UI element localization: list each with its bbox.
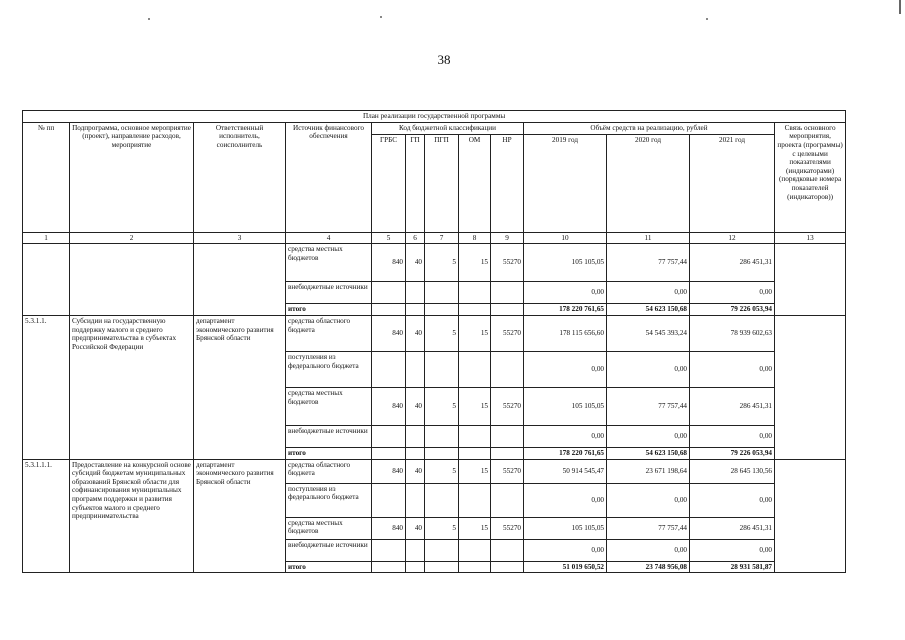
- om-cell: [459, 539, 491, 561]
- value-2019-cell: 178 115 656,60: [524, 315, 607, 351]
- grbs-cell: [372, 483, 406, 517]
- om-cell: [459, 282, 491, 304]
- pgp-cell: [425, 483, 459, 517]
- col-number: 7: [425, 232, 459, 244]
- om-cell: [459, 351, 491, 387]
- value-2019-cell: 0,00: [524, 483, 607, 517]
- row-num-cell: [23, 244, 70, 316]
- pgp-cell: 5: [425, 315, 459, 351]
- link-cell: [775, 244, 846, 316]
- value-2021-cell: 286 451,31: [690, 517, 775, 539]
- table-row: [23, 459, 846, 483]
- grbs-cell: [372, 351, 406, 387]
- pgp-cell: 5: [425, 459, 459, 483]
- col-number: 3: [194, 232, 286, 244]
- nr-cell: 55270: [491, 459, 524, 483]
- source-cell: внебюджетные источники: [286, 282, 372, 304]
- om-cell: 15: [459, 387, 491, 425]
- column-number-row: [23, 232, 846, 244]
- value-2020-cell: 0,00: [607, 425, 690, 447]
- table-row: [23, 244, 846, 282]
- value-2019-cell: 0,00: [524, 351, 607, 387]
- value-2020-cell: 77 757,44: [607, 244, 690, 282]
- nr-cell: [491, 447, 524, 459]
- header-2020: 2020 год: [607, 134, 690, 232]
- col-number: 11: [607, 232, 690, 244]
- total-2021-cell: 79 226 053,94: [690, 304, 775, 316]
- gp-cell: [406, 304, 425, 316]
- col-number: 12: [690, 232, 775, 244]
- header-volume-group: Объём средств на реализацию, рублей: [524, 122, 775, 134]
- value-2020-cell: 23 671 198,64: [607, 459, 690, 483]
- value-2021-cell: 28 645 130,56: [690, 459, 775, 483]
- nr-cell: 55270: [491, 517, 524, 539]
- header-grbs: ГРБС: [372, 134, 406, 232]
- value-2020-cell: 77 757,44: [607, 387, 690, 425]
- nr-cell: [491, 425, 524, 447]
- gp-cell: 40: [406, 387, 425, 425]
- grbs-cell: [372, 561, 406, 573]
- grbs-cell: [372, 304, 406, 316]
- pgp-cell: [425, 447, 459, 459]
- value-2021-cell: 0,00: [690, 425, 775, 447]
- super-header: План реализации государственной программы: [23, 111, 846, 123]
- value-2020-cell: 0,00: [607, 483, 690, 517]
- col-number: 2: [70, 232, 194, 244]
- grbs-cell: 840: [372, 315, 406, 351]
- link-cell: [775, 459, 846, 573]
- gp-cell: [406, 561, 425, 573]
- gp-cell: [406, 425, 425, 447]
- header-num: № пп: [23, 122, 70, 232]
- gp-cell: [406, 539, 425, 561]
- source-cell: средства областного бюджета: [286, 459, 372, 483]
- nr-cell: [491, 483, 524, 517]
- pgp-cell: [425, 304, 459, 316]
- header-nr: НР: [491, 134, 524, 232]
- header-code-group: Код бюджетной классификации: [372, 122, 524, 134]
- pgp-cell: [425, 561, 459, 573]
- pgp-cell: [425, 282, 459, 304]
- grbs-cell: [372, 539, 406, 561]
- gp-cell: 40: [406, 244, 425, 282]
- header-pgp: ПГП: [425, 134, 459, 232]
- value-2019-cell: 0,00: [524, 539, 607, 561]
- source-cell: средства местных бюджетов: [286, 517, 372, 539]
- source-cell: итого: [286, 447, 372, 459]
- col-number: 13: [775, 232, 846, 244]
- nr-cell: [491, 282, 524, 304]
- value-2019-cell: 105 105,05: [524, 517, 607, 539]
- source-cell: итого: [286, 304, 372, 316]
- link-cell: [775, 315, 846, 459]
- value-2020-cell: 0,00: [607, 351, 690, 387]
- plan-table: [22, 110, 846, 573]
- source-cell: средства местных бюджетов: [286, 387, 372, 425]
- total-2021-cell: 28 931 581,87: [690, 561, 775, 573]
- header-row: [23, 122, 846, 134]
- value-2020-cell: 0,00: [607, 539, 690, 561]
- super-header-row: [23, 111, 846, 123]
- nr-cell: 55270: [491, 387, 524, 425]
- gp-cell: [406, 447, 425, 459]
- grbs-cell: [372, 282, 406, 304]
- value-2020-cell: 77 757,44: [607, 517, 690, 539]
- value-2019-cell: 105 105,05: [524, 387, 607, 425]
- gp-cell: [406, 483, 425, 517]
- gp-cell: 40: [406, 459, 425, 483]
- source-cell: поступления из федерального бюджета: [286, 351, 372, 387]
- gp-cell: [406, 282, 425, 304]
- value-2020-cell: 54 545 393,24: [607, 315, 690, 351]
- row-num-cell: 5.3.1.1.1.: [23, 459, 70, 573]
- nr-cell: [491, 539, 524, 561]
- total-2019-cell: 178 220 761,65: [524, 304, 607, 316]
- nr-cell: 55270: [491, 315, 524, 351]
- col-number: 9: [491, 232, 524, 244]
- value-2021-cell: 0,00: [690, 539, 775, 561]
- gp-cell: [406, 351, 425, 387]
- grbs-cell: [372, 447, 406, 459]
- total-2019-cell: 51 019 650,52: [524, 561, 607, 573]
- col-number: 10: [524, 232, 607, 244]
- value-2021-cell: 78 939 602,63: [690, 315, 775, 351]
- grbs-cell: [372, 425, 406, 447]
- row-exec-cell: департамент экономического развития Брянской области: [194, 315, 286, 459]
- header-link: Связь основного мероприятия, проекта (программы) с целевыми показателями (индикаторами) (порядковые номера показателей (индикаторов)): [775, 122, 846, 232]
- grbs-cell: 840: [372, 387, 406, 425]
- col-number: 6: [406, 232, 425, 244]
- nr-cell: [491, 351, 524, 387]
- header-gp: ГП: [406, 134, 425, 232]
- grbs-cell: 840: [372, 517, 406, 539]
- header-exec: Ответственный исполнитель, соисполнитель: [194, 122, 286, 232]
- row-name-cell: [70, 244, 194, 316]
- total-2020-cell: 54 623 150,68: [607, 447, 690, 459]
- nr-cell: [491, 304, 524, 316]
- scan-artifact-right: [899, 0, 901, 14]
- row-name-cell: Предоставление на конкурсной основе субсидий бюджетам муниципальных образований Брянской области для софинансирования муниципальных программ поддержки и развития субъектов малого и среднего предпринимательства: [70, 459, 194, 573]
- table-row: [23, 315, 846, 351]
- om-cell: [459, 561, 491, 573]
- nr-cell: [491, 561, 524, 573]
- source-cell: внебюджетные источники: [286, 425, 372, 447]
- source-cell: поступления из федерального бюджета: [286, 483, 372, 517]
- header-2019: 2019 год: [524, 134, 607, 232]
- page-number: 38: [437, 52, 451, 67]
- col-number: 8: [459, 232, 491, 244]
- pgp-cell: [425, 539, 459, 561]
- source-cell: внебюджетные источники: [286, 539, 372, 561]
- source-cell: средства областного бюджета: [286, 315, 372, 351]
- total-2021-cell: 79 226 053,94: [690, 447, 775, 459]
- om-cell: 15: [459, 315, 491, 351]
- om-cell: [459, 304, 491, 316]
- value-2020-cell: 0,00: [607, 282, 690, 304]
- om-cell: 15: [459, 517, 491, 539]
- grbs-cell: 840: [372, 244, 406, 282]
- col-number: 5: [372, 232, 406, 244]
- gp-cell: 40: [406, 517, 425, 539]
- total-2020-cell: 23 748 956,08: [607, 561, 690, 573]
- header-2021: 2021 год: [690, 134, 775, 232]
- scan-artifact-dot: [706, 18, 708, 20]
- scan-artifact-dot: [380, 16, 382, 18]
- value-2021-cell: 286 451,31: [690, 387, 775, 425]
- nr-cell: 55270: [491, 244, 524, 282]
- header-source: Источник финансового обеспечения: [286, 122, 372, 232]
- pgp-cell: 5: [425, 244, 459, 282]
- value-2021-cell: 286 451,31: [690, 244, 775, 282]
- value-2021-cell: 0,00: [690, 282, 775, 304]
- value-2021-cell: 0,00: [690, 483, 775, 517]
- header-name: Подпрограмма, основное мероприятие (проект), направление расходов, мероприятие: [70, 122, 194, 232]
- value-2019-cell: 0,00: [524, 425, 607, 447]
- row-exec-cell: департамент экономического развития Брянской области: [194, 459, 286, 573]
- value-2019-cell: 105 105,05: [524, 244, 607, 282]
- source-cell: средства местных бюджетов: [286, 244, 372, 282]
- value-2019-cell: 0,00: [524, 282, 607, 304]
- om-cell: [459, 447, 491, 459]
- om-cell: 15: [459, 459, 491, 483]
- pgp-cell: 5: [425, 517, 459, 539]
- om-cell: 15: [459, 244, 491, 282]
- value-2021-cell: 0,00: [690, 351, 775, 387]
- header-om: ОМ: [459, 134, 491, 232]
- grbs-cell: 840: [372, 459, 406, 483]
- om-cell: [459, 425, 491, 447]
- scan-artifact-dot: [148, 18, 150, 20]
- pgp-cell: 5: [425, 387, 459, 425]
- pgp-cell: [425, 351, 459, 387]
- row-name-cell: Субсидии на государственную поддержку малого и среднего предпринимательства в субъектах Российской Федерации: [70, 315, 194, 459]
- pgp-cell: [425, 425, 459, 447]
- col-number: 4: [286, 232, 372, 244]
- row-num-cell: 5.3.1.1.: [23, 315, 70, 459]
- row-exec-cell: [194, 244, 286, 316]
- source-cell: итого: [286, 561, 372, 573]
- col-number: 1: [23, 232, 70, 244]
- total-2019-cell: 178 220 761,65: [524, 447, 607, 459]
- total-2020-cell: 54 623 150,68: [607, 304, 690, 316]
- gp-cell: 40: [406, 315, 425, 351]
- value-2019-cell: 50 914 545,47: [524, 459, 607, 483]
- om-cell: [459, 483, 491, 517]
